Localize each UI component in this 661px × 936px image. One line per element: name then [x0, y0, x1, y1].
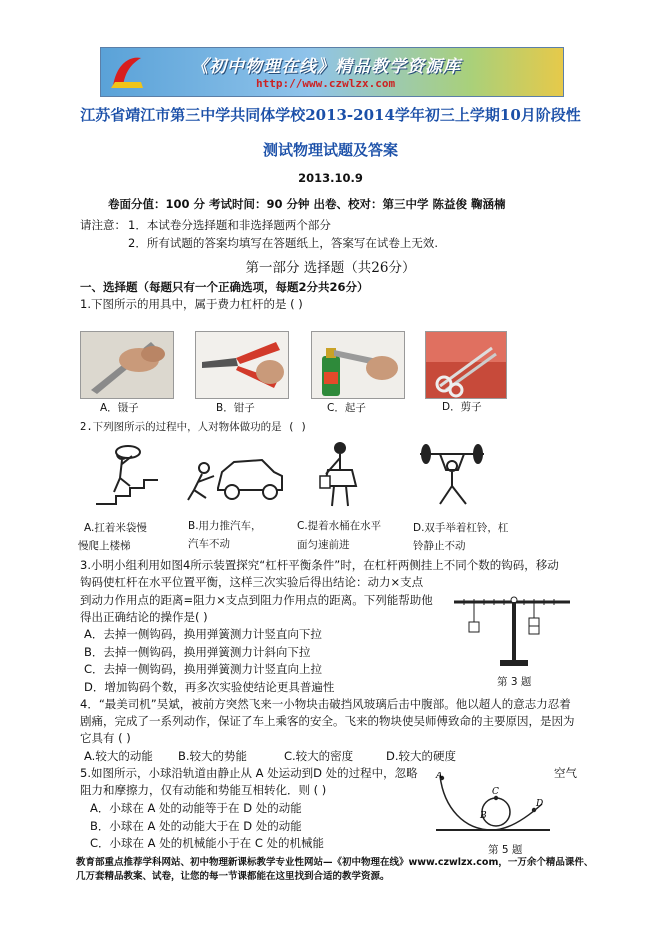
q2-option-b-line1: B.用力推汽车，: [188, 520, 262, 532]
q4-line-3: 它具有 ( ): [80, 731, 131, 745]
q5-line-1-tail: 空气: [554, 766, 577, 780]
lever-balance-icon: [446, 588, 576, 670]
q4-option-d: D.较大的硬度: [386, 749, 457, 763]
section-heading: 一、选择题（每题只有一个正确选项，每题2分共26分）: [80, 280, 369, 294]
q3-lever-figure: [446, 588, 576, 670]
banner-title: 《初中物理在线》精品教学资源库: [191, 57, 461, 77]
q5-point-d: D: [536, 799, 544, 809]
q4-line-1: 4．“最美司机”吴斌，被前方突然飞来一小物块击破挡风玻璃后击中腹部。他以超人的意志力忍着: [80, 697, 571, 711]
weightlifter-icon: [416, 442, 488, 510]
notice-label: 请注意：: [80, 218, 126, 232]
q2-option-a-line2: 慢爬上楼梯: [78, 540, 131, 552]
q5-option-c: C．小球在 A 处的机械能小于在 C 处的机械能: [90, 836, 325, 850]
part1-heading: 第一部分 选择题（共26分）: [245, 260, 416, 276]
q2-option-c-line2: 面匀速前进: [297, 539, 350, 551]
q2-option-c-line1: C.提着水桶在水平: [297, 520, 382, 532]
site-banner: [100, 47, 564, 97]
q3-line-3: 到动力作用点的距离=阻力×支点到阻力作用点的距离。下列能帮助他: [80, 593, 433, 607]
q3-line-1: 3.小明小组利用如图4所示装置探究“杠杆平衡条件”时，在杠杆两侧挂上不同个数的钩码，移动: [80, 558, 559, 572]
q1-option-b: B．钳子: [216, 402, 255, 414]
q2-option-a-line1: A.扛着米袋慢: [84, 522, 147, 534]
q1-stem: 1.下图所示的用具中，属于费力杠杆的是 ( ): [80, 297, 303, 311]
q3-line-2: 钩码使杠杆在水平位置平衡，这样三次实验后得出结论：动力×支点: [80, 575, 424, 589]
q4-option-b: B.较大的势能: [178, 749, 248, 763]
q5-point-b: B: [480, 811, 487, 821]
notice-item-1: 1．本试卷分选择题和非选择题两个部分: [128, 218, 331, 232]
q1-image-scissors: [425, 331, 507, 399]
q5-point-c: C: [492, 787, 499, 797]
q1-image-pliers: [195, 331, 289, 399]
q1-image-tweezers: [80, 331, 174, 399]
q3-line-4: 得出正确结论的操作是( ): [80, 610, 208, 624]
q2-stem: 2.下列图所示的过程中，人对物体做功的是 ( ): [80, 421, 307, 433]
q2-image-barbell: [416, 442, 488, 510]
q1-image-bottle-opener: [311, 331, 405, 399]
exam-meta: 卷面分值：100 分 考试时间：90 分钟 出卷、校对：第三中学 陈益俊 鞠涵楠: [108, 197, 506, 211]
q1-option-d: D．剪子: [442, 401, 482, 413]
roller-track-icon: [434, 772, 552, 838]
q2-image-carrying-bag: [92, 442, 172, 508]
notice-item-2: 2．所有试题的答案均填写在答题纸上，答案写在试卷上无效.: [128, 236, 438, 250]
q5-line-1: 5.如图所示，小球沿轨道由静止从 A 处运动到D 处的过程中，忽略: [80, 766, 418, 780]
q3-option-c: C．去掉一侧钩码，换用弹簧测力计竖直向上拉: [84, 662, 323, 676]
q4-line-2: 剧痛，完成了一系列动作，保证了车上乘客的安全。飞来的物块使吴师傅致命的主要原因，是因为: [80, 714, 575, 728]
q3-option-a: A．去掉一侧钩码，换用弹簧测力计竖直向下拉: [84, 627, 322, 641]
tweezers-icon: [81, 332, 173, 398]
q3-figure-label: 第 3 题: [497, 676, 532, 688]
q5-track-figure: [434, 772, 552, 838]
q5-option-b: B．小球在 A 处的动能大于在 D 处的动能: [90, 819, 302, 833]
scissors-icon: [426, 332, 506, 398]
pliers-icon: [196, 332, 288, 398]
q1-option-a: A．镊子: [100, 402, 139, 414]
q2-option-d-line1: D.双手举着杠铃，杠: [413, 522, 509, 534]
q1-option-c: C．起子: [327, 402, 366, 414]
q5-figure-label: 第 5 题: [488, 844, 523, 856]
q2-option-b-line2: 汽车不动: [188, 538, 230, 550]
bottle-opener-icon: [312, 332, 404, 398]
banner-url: http://www.czwlzx.com: [256, 77, 396, 90]
q2-image-carrying-bucket: [316, 440, 366, 510]
page-footer: 教育部重点推荐学科网站、初中物理新课标教学专业性网站—《初中物理在线》www.czwlzx.com，一万余个精品课件、几万套精品教案、试卷，让您的每一节课都能在这里找到合适的教学资源。: [76, 857, 594, 882]
q3-option-b: B．去掉一侧钩码，换用弹簧测力计斜向下拉: [84, 645, 311, 659]
q5-point-a: A: [436, 772, 443, 781]
person-carrying-bucket-icon: [316, 440, 366, 510]
site-logo-icon: [107, 52, 147, 92]
q5-line-2: 阻力和摩擦力，仅有动能和势能互相转化．则 ( ): [80, 783, 327, 797]
q2-option-d-line2: 铃静止不动: [413, 540, 466, 552]
page-title-line2: 测试物理试题及答案: [262, 141, 398, 159]
page-title-line1: 江苏省靖江市第三中学共同体学校2013-2014学年初三上学期10月阶段性: [80, 106, 581, 124]
exam-date: 2013.10.9: [298, 171, 363, 185]
q2-image-pushing-car: [184, 446, 284, 508]
q4-option-c: C.较大的密度: [284, 749, 354, 763]
q5-option-a: A．小球在 A 处的动能等于在 D 处的动能: [90, 801, 302, 815]
q4-option-a: A.较大的动能: [84, 749, 153, 763]
q3-option-d: D．增加钩码个数，再多次实验使结论更具普遍性: [84, 680, 335, 694]
person-pushing-car-icon: [184, 446, 284, 508]
person-climbing-stairs-icon: [92, 442, 172, 508]
